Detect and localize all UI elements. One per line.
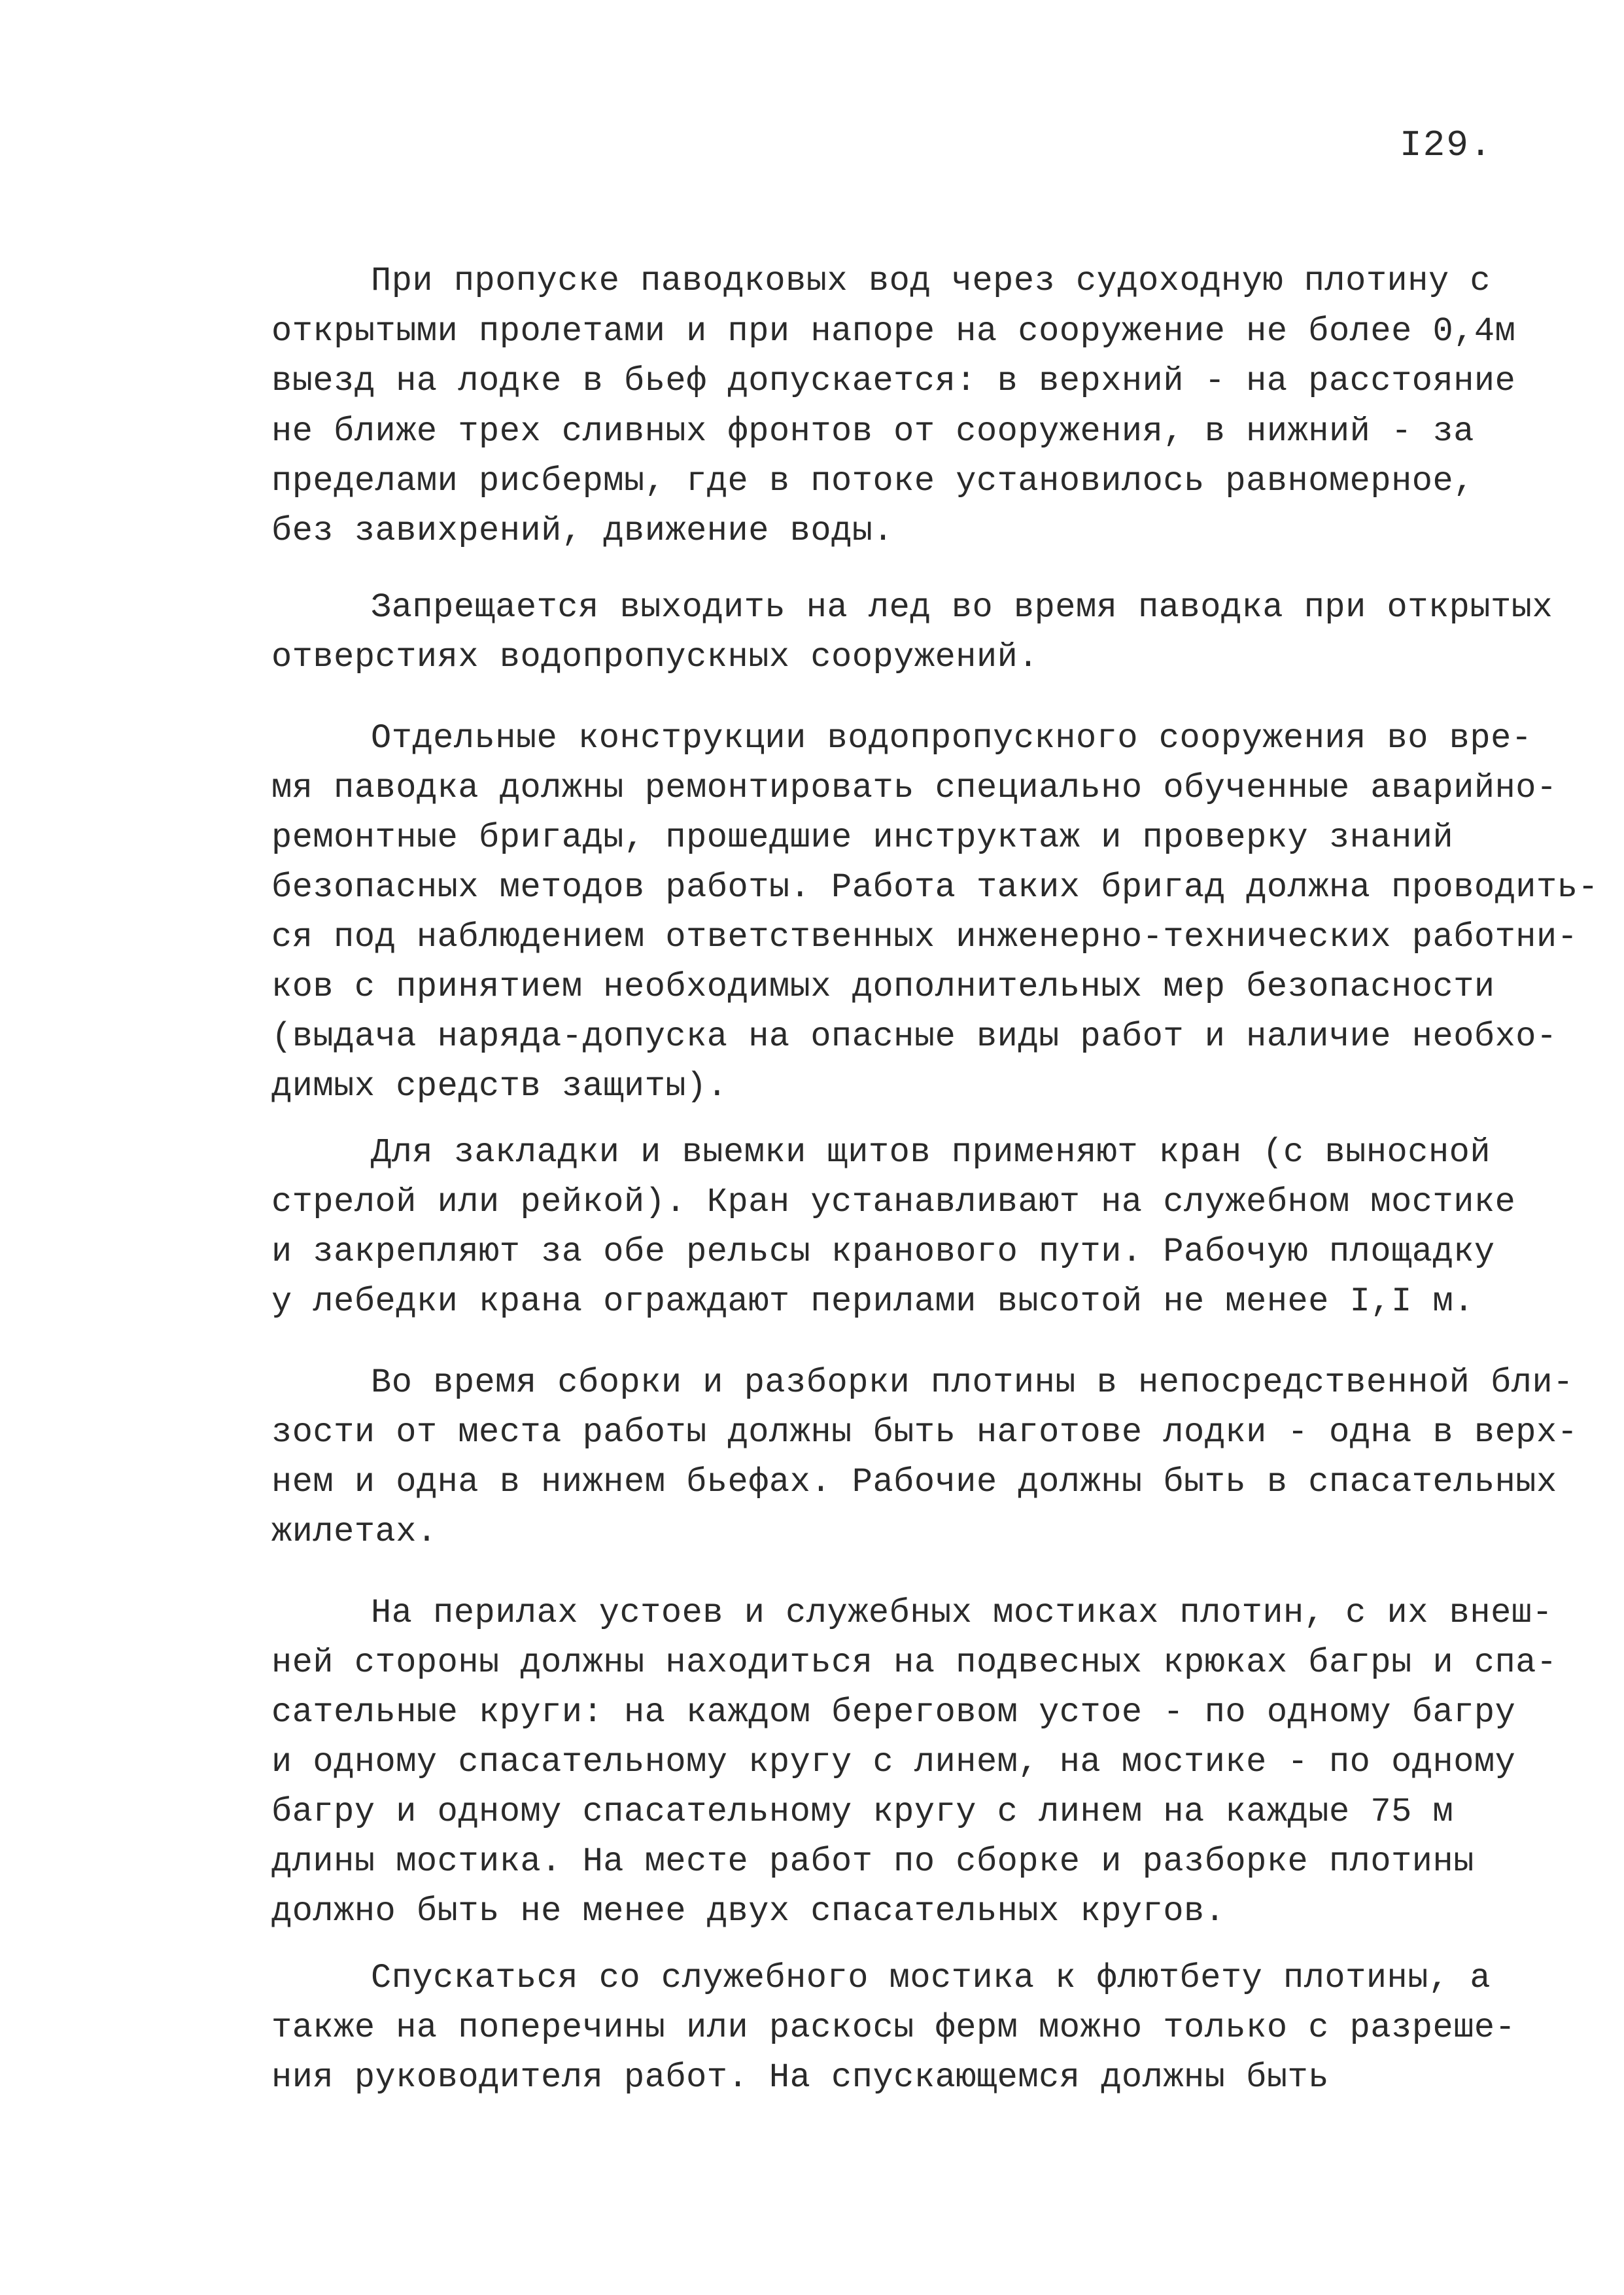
paragraph-5-line-1: Во время сборки и разборки плотины в непосредственной бли- [371,1363,1574,1402]
paragraph-4-line-3: и закрепляют за обе рельсы кранового пути. Рабочую площадку [271,1233,1495,1271]
paragraph-6-line-5: багру и одному спасательному кругу с линем на каждые 75 м [271,1793,1454,1831]
paragraph-6-line-1: На перилах устоев и служебных мостиках плотин, с их внеш- [371,1594,1553,1632]
paragraph-2-line-1: Запрещается выходить на лед во время паводка при открытых [371,588,1553,627]
paragraph-5-line-2: зости от места работы должны быть наготове лодки - одна в верх- [271,1413,1578,1452]
paragraph-1-line-1: При пропуске паводковых вод через судоходную плотину с [371,262,1491,300]
paragraph-6-line-2: ней стороны должны находиться на подвесных крюках багры и спа- [271,1643,1557,1682]
paragraph-4-line-4: у лебедки крана ограждают перилами высотой не менее I,I м. [271,1282,1474,1321]
paragraph-7-line-2: также на поперечины или раскосы ферм можно только с разреше- [271,2008,1516,2047]
paragraph-6-line-3: сательные круги: на каждом береговом устое - по одному багру [271,1693,1516,1732]
paragraph-2-line-2: отверстиях водопропускных сооружений. [271,638,1039,676]
paragraph-3-line-4: безопасных методов работы. Работа таких бригад должна проводить- [271,868,1599,907]
paragraph-6-line-6: длины мостика. На месте работ по сборке и разборке плотины [271,1842,1474,1881]
paragraph-3-line-7: (выдача наряда-допуска на опасные виды работ и наличие необхо- [271,1017,1557,1056]
paragraph-5-line-3: нем и одна в нижнем бьефах. Рабочие должны быть в спасательных [271,1463,1557,1501]
paragraph-3-line-1: Отдельные конструкции водопропускного сооружения во вре- [371,719,1532,758]
paragraph-1-line-3: выезд на лодке в бьеф допускается: в верхний - на расстояние [271,362,1516,400]
paragraph-6-line-7: должно быть не менее двух спасательных кругов. [271,1892,1226,1931]
paragraph-5-line-4: жилетах. [271,1513,438,1551]
paragraph-4-line-2: стрелой или рейкой). Кран устанавливают на служебном мостике [271,1183,1516,1221]
paragraph-6-line-4: и одному спасательному кругу с линем, на мостике - по одному [271,1743,1516,1781]
paragraph-1-line-5: пределами рисбермы, где в потоке установилось равномерное, [271,462,1474,500]
paragraph-3-line-8: димых средств защиты). [271,1067,728,1106]
paragraph-3-line-2: мя паводка должны ремонтировать специально обученные аварийно- [271,769,1557,807]
paragraph-3-line-6: ков с принятием необходимых дополнительных мер безопасности [271,968,1495,1006]
paragraph-1-line-2: открытыми пролетами и при напоре на сооружение не более 0,4м [271,312,1516,351]
paragraph-3-line-5: ся под наблюдением ответственных инженерно-технических работни- [271,918,1578,956]
page-number: I29. [1400,124,1493,166]
paragraph-7-line-3: ния руководителя работ. На спускающемся должны быть [271,2058,1329,2097]
paragraph-7-line-1: Спускаться со служебного мостика к флютбету плотины, а [371,1959,1491,1997]
paragraph-4-line-1: Для закладки и выемки щитов применяют кран (с выносной [371,1133,1491,1172]
paragraph-3-line-3: ремонтные бригады, прошедшие инструктаж и проверку знаний [271,818,1454,857]
paragraph-1-line-4: не ближе трех сливных фронтов от сооружения, в нижний - за [271,412,1474,451]
paragraph-1-line-6: без завихрений, движение воды. [271,512,894,550]
